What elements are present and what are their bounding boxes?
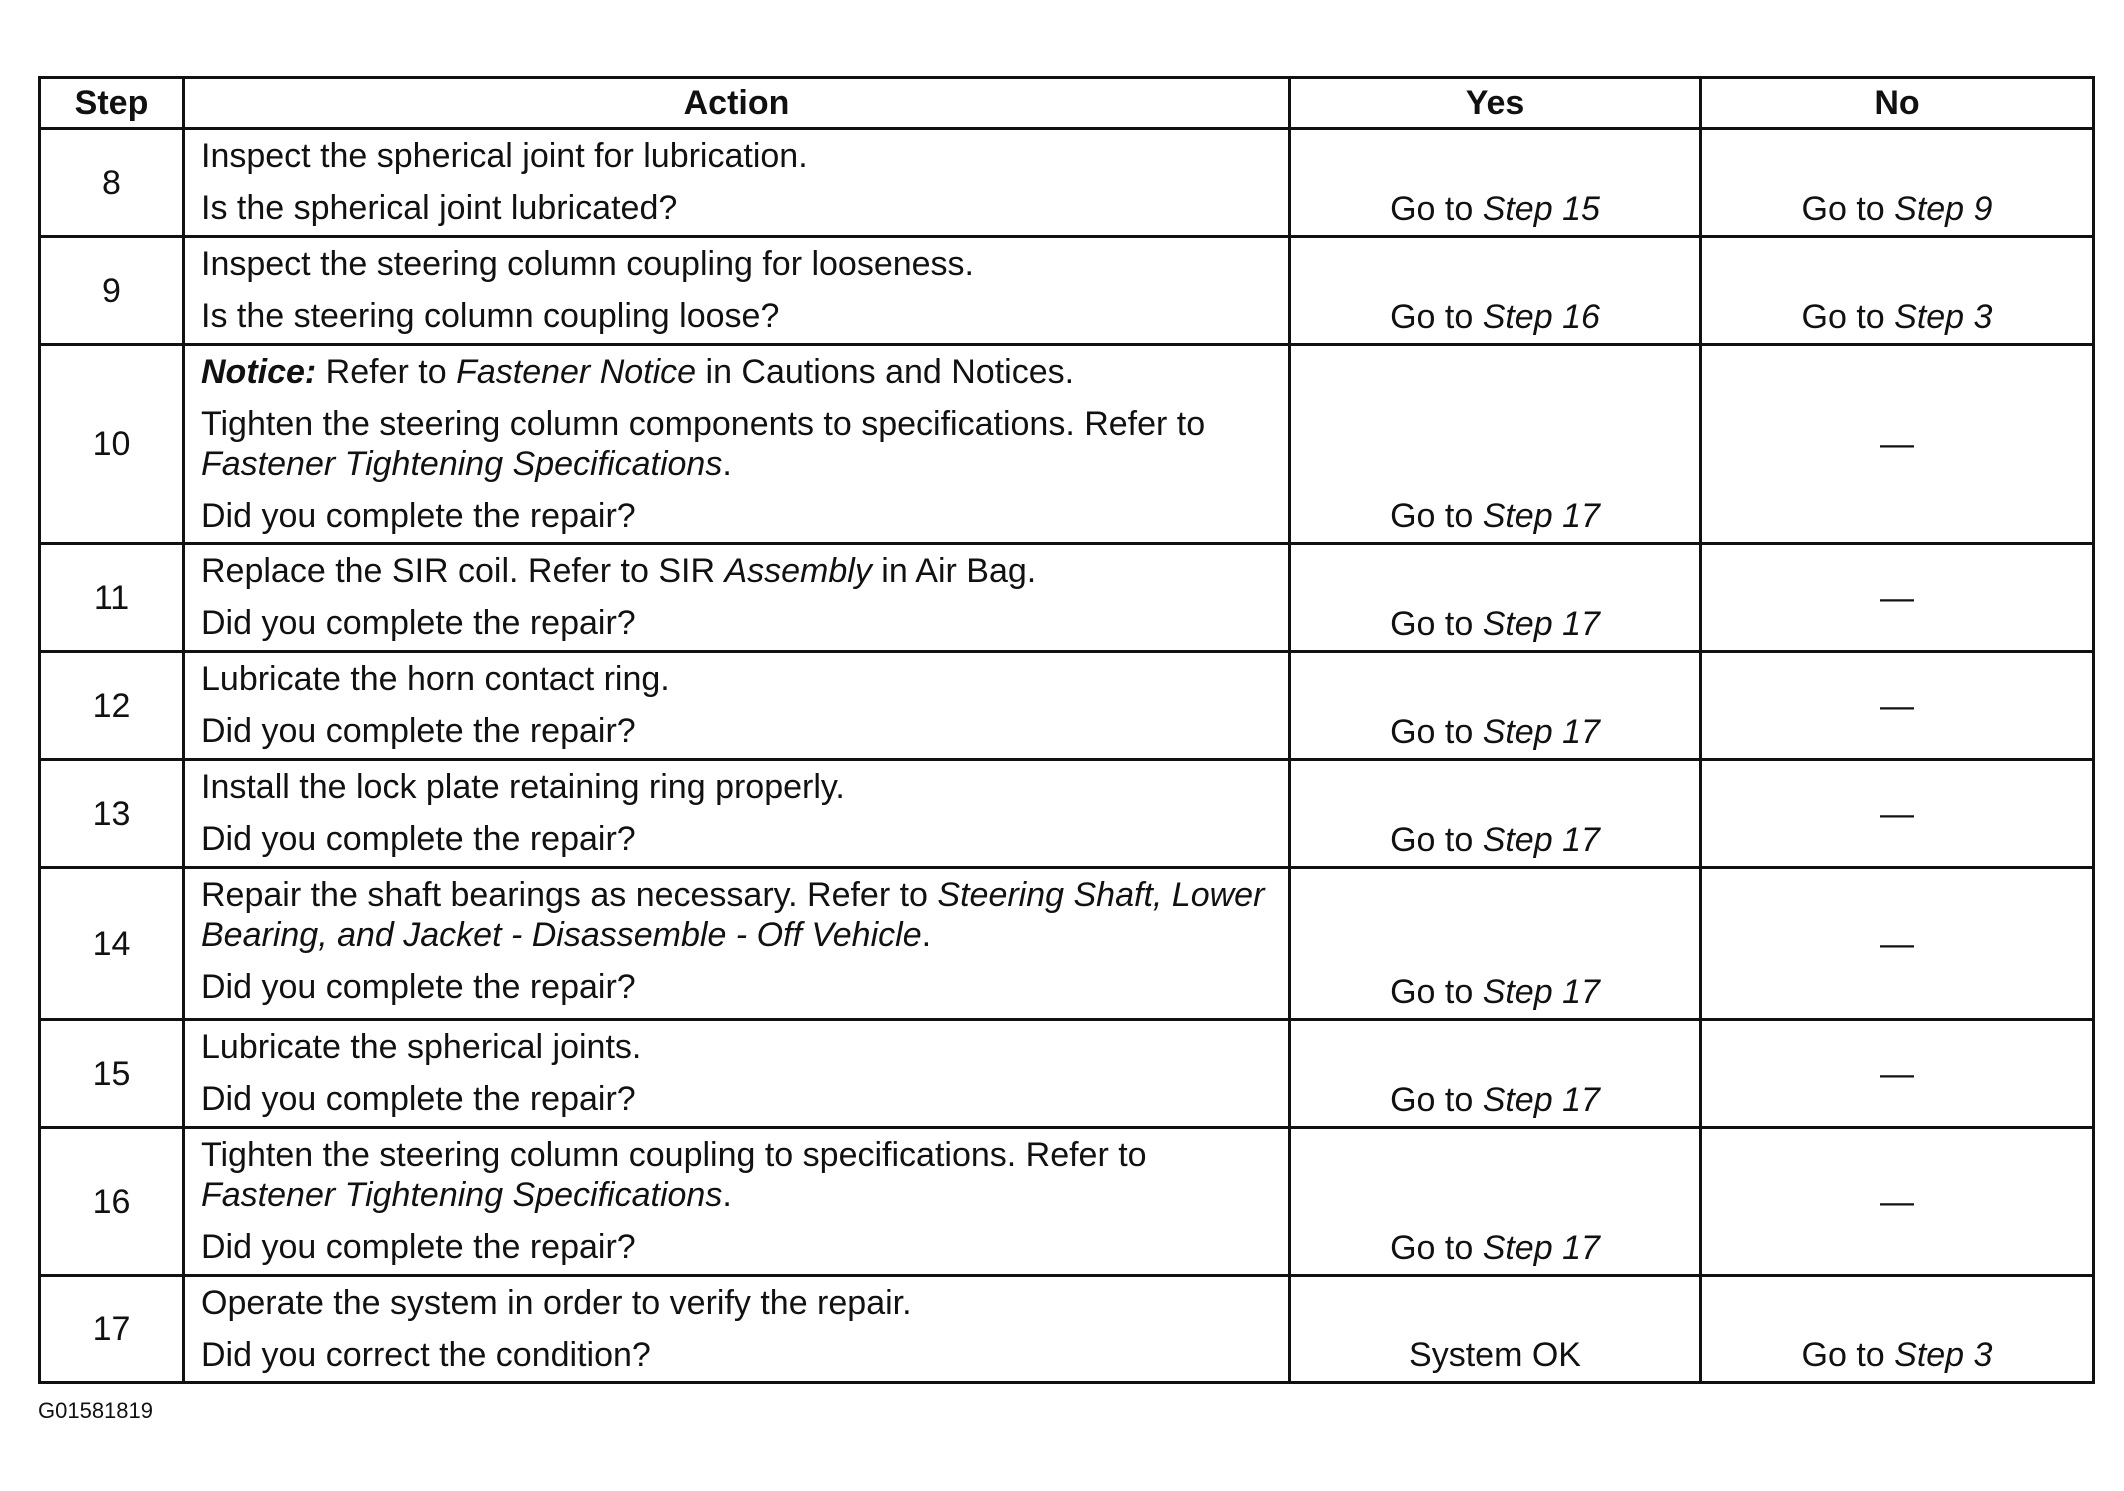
action-line — [201, 551, 1272, 591]
no-cell — [1701, 868, 2094, 1020]
action-line — [201, 404, 1272, 484]
table-row — [40, 760, 2094, 868]
text-segment: Did you complete the repair? — [201, 820, 636, 858]
text-segment: Step 3 — [1894, 298, 1993, 336]
text-segment: — — [1880, 1182, 1914, 1221]
action-cell — [184, 652, 1290, 760]
text-segment: Inspect the spherical joint for lubrication. — [201, 137, 808, 175]
action-cell — [184, 1128, 1290, 1276]
action-line — [201, 1027, 1272, 1067]
table-row — [40, 1020, 2094, 1128]
action-line — [201, 1227, 1272, 1267]
no-cell — [1701, 544, 2094, 652]
action-line — [201, 188, 1272, 228]
step-cell: 11 — [40, 544, 184, 652]
text-segment: . — [921, 916, 932, 954]
text-segment: Did you complete the repair? — [201, 497, 636, 535]
action-line — [201, 711, 1272, 751]
action-line — [201, 1079, 1272, 1119]
text-segment: Fastener Tightening Specifications — [201, 445, 723, 483]
text-segment: Is the steering column coupling loose? — [201, 297, 780, 335]
no-cell — [1701, 129, 2094, 237]
no-cell — [1701, 237, 2094, 345]
text-segment: Did you correct the condition? — [201, 1336, 651, 1374]
no-cell — [1701, 1128, 2094, 1276]
no-cell — [1701, 1276, 2094, 1383]
text-segment: Refer to — [316, 353, 457, 391]
header-row — [40, 78, 2094, 129]
action-line — [201, 1135, 1272, 1215]
text-segment: — — [1880, 1054, 1914, 1093]
action-line — [201, 875, 1272, 955]
text-segment: Go to — [1390, 1229, 1483, 1267]
action-cell — [184, 237, 1290, 345]
text-segment: Step 16 — [1482, 298, 1600, 336]
header-action: Action — [184, 78, 1290, 129]
action-line — [201, 819, 1272, 859]
header-no: No — [1701, 78, 2094, 129]
yes-cell — [1290, 1020, 1701, 1128]
yes-cell — [1290, 1128, 1701, 1276]
table-row — [40, 544, 2094, 652]
header-step: Step — [40, 78, 184, 129]
text-segment: Go to — [1801, 1336, 1895, 1374]
action-cell — [184, 868, 1290, 1020]
yes-cell — [1290, 345, 1701, 544]
step-cell: 14 — [40, 868, 184, 1020]
text-segment: Assembly — [724, 552, 872, 590]
table-body — [40, 129, 2094, 1383]
text-segment: Go to — [1801, 298, 1895, 336]
text-segment: Fastener Tightening Specifications — [201, 1176, 723, 1214]
text-segment: Step 17 — [1482, 713, 1600, 751]
text-segment: Go to — [1390, 713, 1483, 751]
step-cell: 10 — [40, 345, 184, 544]
table-row — [40, 1128, 2094, 1276]
step-cell: 16 — [40, 1128, 184, 1276]
text-segment: Go to — [1390, 190, 1483, 228]
text-segment: . — [722, 445, 732, 483]
no-cell — [1701, 652, 2094, 760]
action-line — [201, 967, 1272, 1007]
text-segment: Step 17 — [1482, 821, 1600, 859]
yes-cell — [1290, 544, 1701, 652]
text-segment: Tighten the steering column coupling to specifications. Refer to — [201, 1136, 1147, 1174]
text-segment: Inspect the steering column coupling for looseness. — [201, 245, 975, 283]
text-segment: — — [1880, 425, 1914, 463]
text-segment: Notice: — [201, 353, 317, 391]
action-line — [201, 1283, 1272, 1323]
action-line — [201, 496, 1272, 536]
table-row — [40, 652, 2094, 760]
action-cell — [184, 1020, 1290, 1128]
text-segment: — — [1880, 924, 1914, 963]
text-segment: Go to — [1390, 605, 1483, 643]
text-segment: Step 17 — [1482, 973, 1600, 1011]
action-cell — [184, 345, 1290, 544]
action-cell — [184, 544, 1290, 652]
no-cell — [1701, 345, 2094, 544]
text-segment: Step 15 — [1482, 190, 1600, 228]
no-cell — [1701, 760, 2094, 868]
text-segment: — — [1880, 794, 1914, 833]
text-segment: Did you complete the repair? — [201, 968, 636, 1006]
figure-id: G01581819 — [38, 1398, 153, 1423]
text-segment: in Air Bag. — [871, 552, 1037, 590]
text-segment: Lubricate the horn contact ring. — [201, 660, 670, 698]
diagnostic-table — [38, 76, 2095, 1384]
action-line — [201, 244, 1272, 284]
text-segment: — — [1880, 686, 1914, 725]
text-segment: Did you complete the repair? — [201, 712, 636, 750]
no-cell — [1701, 1020, 2094, 1128]
text-segment: Steering Shaft, Lower Bearing, and Jacket - Disassemble - Off Vehicle — [201, 876, 1265, 954]
step-cell: 9 — [40, 237, 184, 345]
text-segment: Operate the system in order to verify the repair. — [201, 1284, 912, 1322]
action-line — [201, 352, 1272, 392]
text-segment: . — [722, 1176, 732, 1214]
text-segment: — — [1880, 578, 1914, 617]
action-line — [201, 603, 1272, 643]
table-row — [40, 1276, 2094, 1383]
text-segment: Step 17 — [1482, 605, 1600, 643]
text-segment: Did you complete the repair? — [201, 604, 636, 642]
step-cell: 12 — [40, 652, 184, 760]
step-cell: 15 — [40, 1020, 184, 1128]
text-segment: Step 9 — [1894, 190, 1993, 228]
action-cell — [184, 1276, 1290, 1383]
yes-cell — [1290, 868, 1701, 1020]
text-segment: Go to — [1390, 1081, 1483, 1119]
action-line — [201, 767, 1272, 807]
text-segment: Step 3 — [1894, 1336, 1993, 1374]
step-cell: 13 — [40, 760, 184, 868]
action-line — [201, 136, 1272, 176]
text-segment: Fastener Notice — [456, 353, 697, 391]
text-segment: System OK — [1409, 1336, 1581, 1374]
yes-cell — [1290, 1276, 1701, 1383]
yes-cell — [1290, 760, 1701, 868]
yes-cell — [1290, 237, 1701, 345]
step-cell: 17 — [40, 1276, 184, 1383]
action-line — [201, 1335, 1272, 1375]
text-segment: Did you complete the repair? — [201, 1228, 636, 1266]
text-segment: Go to — [1801, 190, 1895, 228]
text-segment: in Cautions and Notices. — [696, 353, 1075, 391]
text-segment: Replace the SIR coil. Refer to SIR — [201, 552, 725, 590]
action-line — [201, 659, 1272, 699]
action-line — [201, 296, 1272, 336]
text-segment: Lubricate the spherical joints. — [201, 1028, 642, 1066]
step-cell: 8 — [40, 129, 184, 237]
text-segment: Step 17 — [1482, 497, 1600, 535]
text-segment: Tighten the steering column components to specifications. Refer to — [201, 405, 1206, 443]
text-segment: Repair the shaft bearings as necessary. Refer to — [201, 876, 938, 914]
text-segment: Go to — [1390, 821, 1483, 859]
table-row — [40, 868, 2094, 1020]
table-row — [40, 129, 2094, 237]
text-segment: Go to — [1390, 497, 1483, 535]
yes-cell — [1290, 129, 1701, 237]
header-yes: Yes — [1290, 78, 1701, 129]
text-segment: Did you complete the repair? — [201, 1080, 636, 1118]
text-segment: Step 17 — [1482, 1229, 1600, 1267]
text-segment: Install the lock plate retaining ring properly. — [201, 768, 845, 806]
text-segment: Is the spherical joint lubricated? — [201, 189, 678, 227]
text-segment: Step 17 — [1482, 1081, 1600, 1119]
text-segment: Go to — [1390, 973, 1483, 1011]
action-cell — [184, 129, 1290, 237]
table-row — [40, 237, 2094, 345]
table-row — [40, 345, 2094, 544]
yes-cell — [1290, 652, 1701, 760]
text-segment: Go to — [1390, 298, 1483, 336]
action-cell — [184, 760, 1290, 868]
